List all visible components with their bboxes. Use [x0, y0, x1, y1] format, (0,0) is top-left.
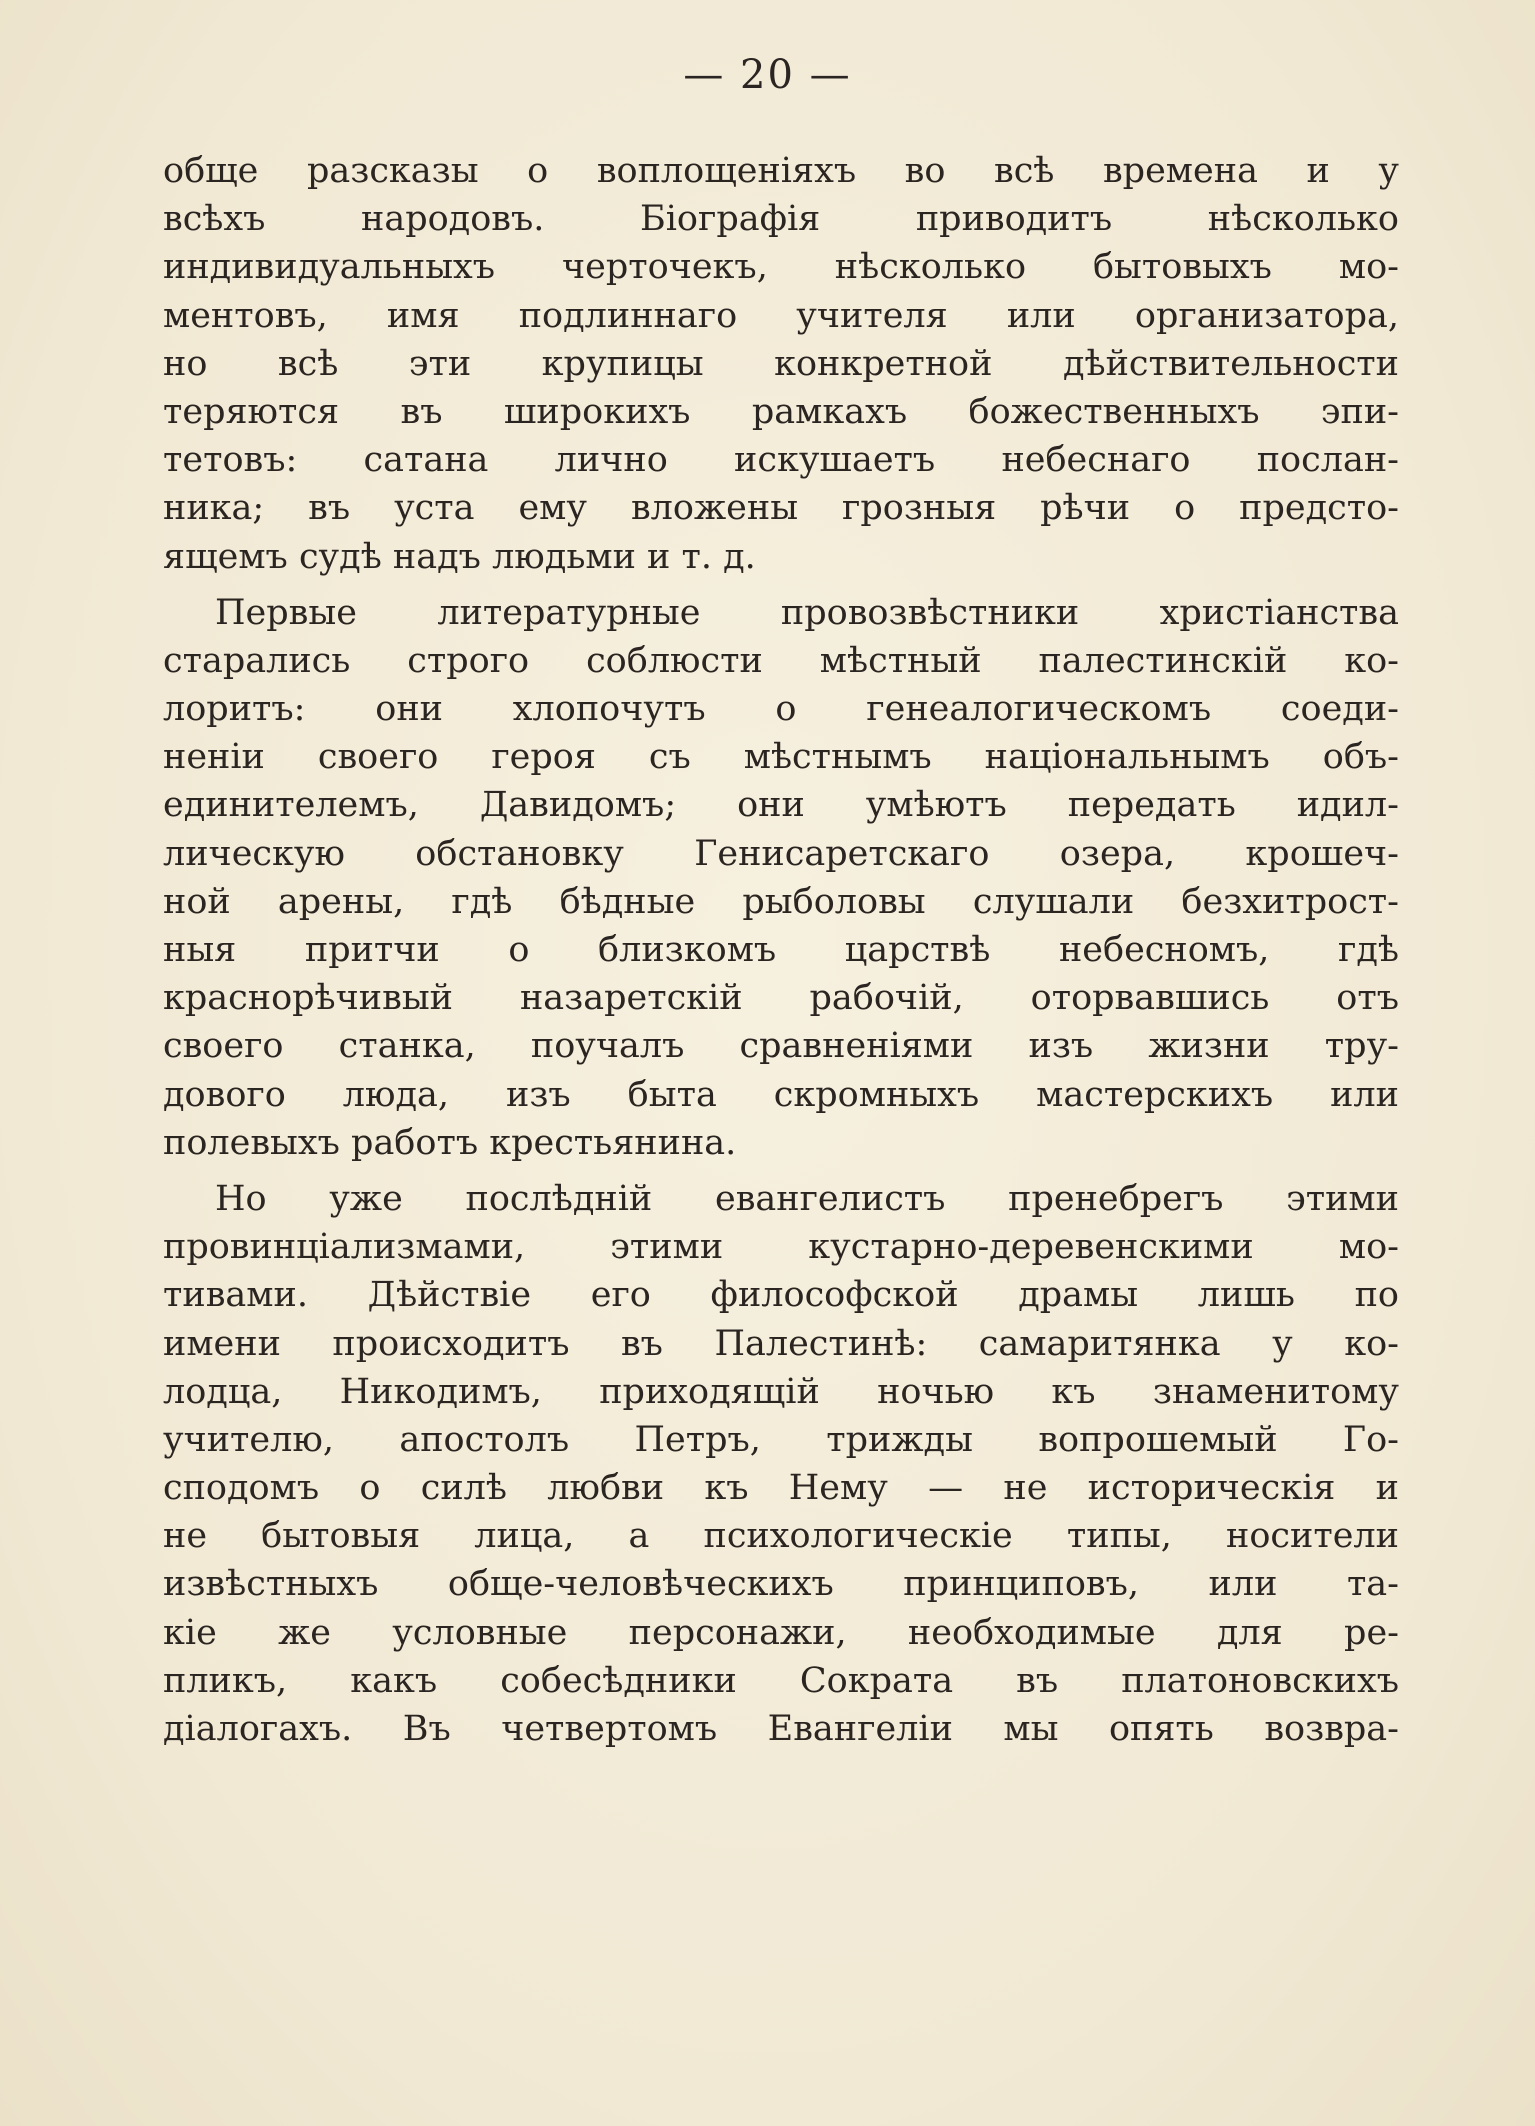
text-line: ной арены, гдѣ бѣдные рыболовы слушали безхитрост- — [163, 881, 1399, 922]
text-line: индивидуальныхъ черточекъ, нѣсколько бытовыхъ мо- — [163, 247, 1399, 288]
text-line: пликъ, какъ собесѣдники Сократа въ платоновскихъ — [163, 1660, 1399, 1701]
text-line: учителю, апостолъ Петръ, трижды вопрошемый Го- — [163, 1419, 1399, 1460]
paragraph — [163, 147, 1399, 581]
text-line: лическую обстановку Генисаретскаго озера, крошеч- — [163, 833, 1399, 874]
text-line: дового люда, изъ быта скромныхъ мастерскихъ или — [163, 1074, 1399, 1115]
body-text — [163, 147, 1399, 1753]
text-line: единителемъ, Давидомъ; они умѣютъ передать идил- — [163, 785, 1399, 826]
text-line: не бытовыя лица, а психологическіе типы, носители — [163, 1516, 1399, 1557]
text-line: старались строго соблюсти мѣстный палестинскій ко- — [163, 640, 1399, 681]
text-line: провинціализмами, этими кустарно-деревенскими мо- — [163, 1227, 1399, 1268]
text-line: извѣстныхъ обще-человѣческихъ принциповъ, или та- — [163, 1564, 1399, 1605]
text-line: кіе же условные персонажи, необходимые для ре- — [163, 1612, 1399, 1653]
text-line: лодца, Никодимъ, приходящій ночью къ знаменитому — [163, 1371, 1399, 1412]
text-line: ныя притчи о близкомъ царствѣ небесномъ, гдѣ — [163, 930, 1399, 970]
text-line: всѣхъ народовъ. Біографія приводитъ нѣсколько — [163, 199, 1399, 240]
text-line: теряются въ широкихъ рамкахъ божественныхъ эпи- — [163, 391, 1399, 432]
text-line: сподомъ о силѣ любви къ Нему — не историческія и — [163, 1468, 1399, 1509]
text-line: Первые литературные провозвѣстники христіанства — [215, 592, 1399, 633]
page-number: — 20 — — [683, 52, 852, 98]
text-line: полевыхъ работъ крестьянина. — [163, 1122, 737, 1163]
text-line: своего станка, поучалъ сравненіями изъ жизни тру- — [163, 1026, 1399, 1067]
text-line: Но уже послѣдній евангелистъ пренебрегъ этими — [215, 1178, 1399, 1219]
text-line: неніи своего героя съ мѣстнымъ національнымъ объ- — [163, 737, 1399, 778]
text-line: ментовъ, имя подлиннаго учителя или организатора, — [163, 295, 1399, 336]
text-line: тивами. Дѣйствіе его философской драмы лишь по — [163, 1275, 1399, 1316]
text-line: тетовъ: сатана лично искушаетъ небеснаго послан- — [163, 440, 1399, 481]
paragraph — [163, 1175, 1399, 1753]
text-line: ника; въ уста ему вложены грозныя рѣчи о предсто- — [163, 488, 1399, 529]
text-line: имени происходитъ въ Палестинѣ: самаритянка у ко- — [163, 1323, 1399, 1364]
text-line: но всѣ эти крупицы конкретной дѣйствительности — [163, 343, 1399, 384]
text-line: краснорѣчивый назаретскій рабочій, оторвавшись отъ — [163, 978, 1399, 1019]
text-line: обще разсказы о воплощеніяхъ во всѣ времена и у — [163, 151, 1399, 191]
text-line: ящемъ судѣ надъ людьми и т. д. — [163, 536, 756, 577]
text-line: діалогахъ. Въ четвертомъ Евангеліи мы опять возвра- — [163, 1709, 1399, 1749]
paragraph — [163, 589, 1399, 1167]
text-line: лоритъ: они хлопочутъ о генеалогическомъ соеди- — [163, 689, 1399, 730]
